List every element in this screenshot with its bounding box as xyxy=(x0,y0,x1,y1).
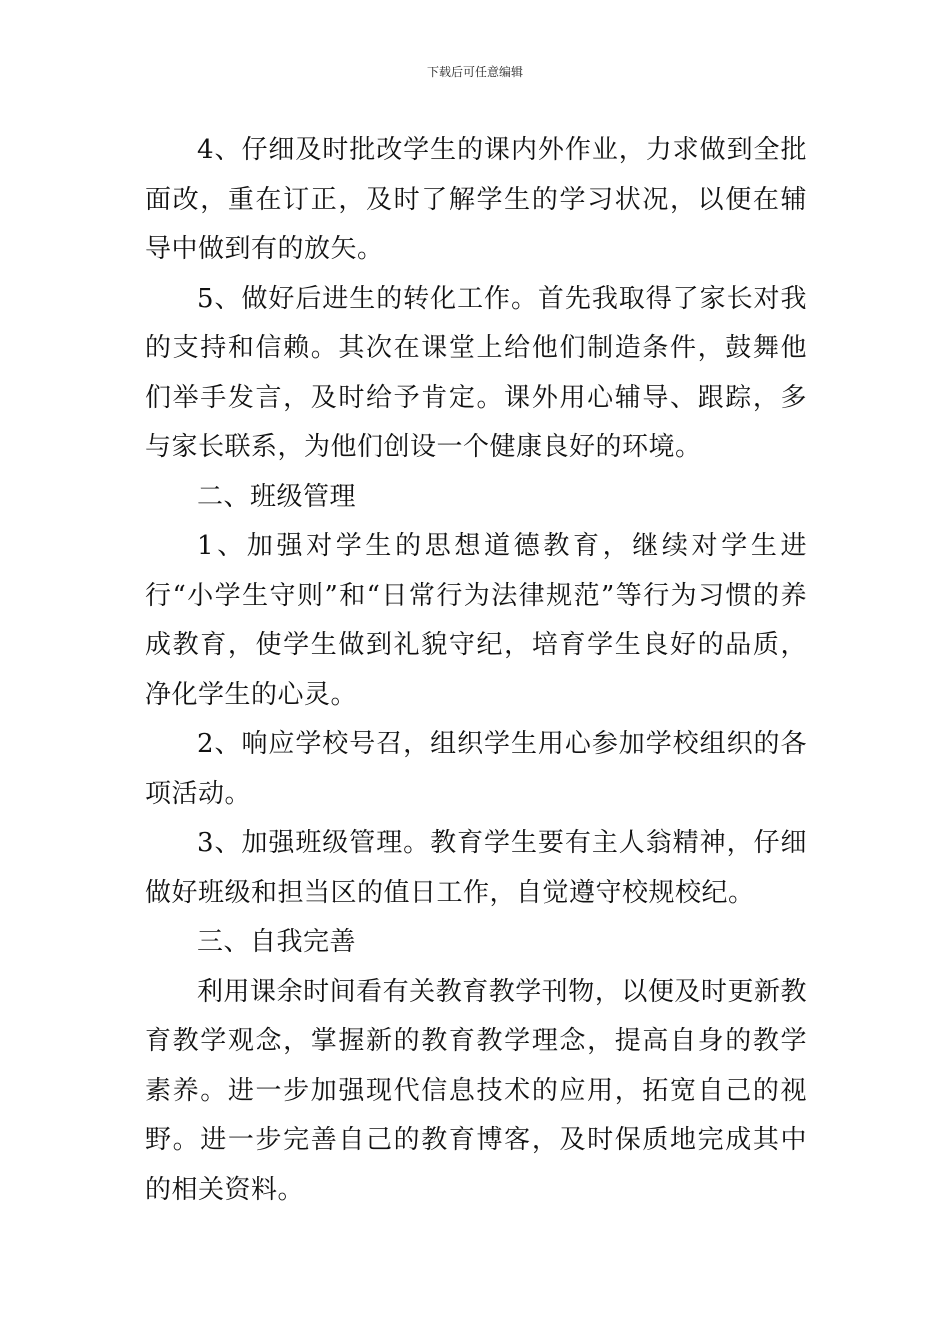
paragraph-item-5: 5、做好后进生的转化工作。首先我取得了家长对我的支持和信赖。其次在课堂上给他们制造条件，鼓舞他们举手发言，及时给予肯定。课外用心辅导、跟踪，多与家长联系，为他们创设一个健康良好的环境。 xyxy=(145,283,807,462)
paragraph-self-improvement: 利用课余时间看有关教育教学刊物，以便及时更新教育教学观念，掌握新的教育教学理念，提高自身的教学素养。进一步加强现代信息技术的应用，拓宽自己的视野。进一步完善自己的教育博客，及时保质地完成其中的相关资料。 xyxy=(145,976,807,1205)
document-body xyxy=(145,126,807,1215)
section-heading-self-improvement: 三、自我完善 xyxy=(197,927,357,957)
page-header: 下载后可任意编辑 xyxy=(426,65,523,79)
paragraph-item-4: 4、仔细及时批改学生的课内外作业，力求做到全批面改，重在订正，及时了解学生的学习状况，以便在辅导中做到有的放矢。 xyxy=(145,135,807,264)
paragraph-class-3: 3、加强班级管理。教育学生要有主人翁精神，仔细做好班级和担当区的值日工作，自觉遵守校规校纪。 xyxy=(145,828,807,908)
section-heading-class-management: 二、班级管理 xyxy=(197,481,357,512)
paragraph-class-2: 2、响应学校号召，组织学生用心参加学校组织的各项活动。 xyxy=(145,729,807,809)
paragraph-class-1: 1、加强对学生的思想道德教育，继续对学生进行“小学生守则”和“日常行为法律规范”等行为习惯的养成教育，使学生做到礼貌守纪，培育学生良好的品质，净化学生的心灵。 xyxy=(145,531,807,710)
